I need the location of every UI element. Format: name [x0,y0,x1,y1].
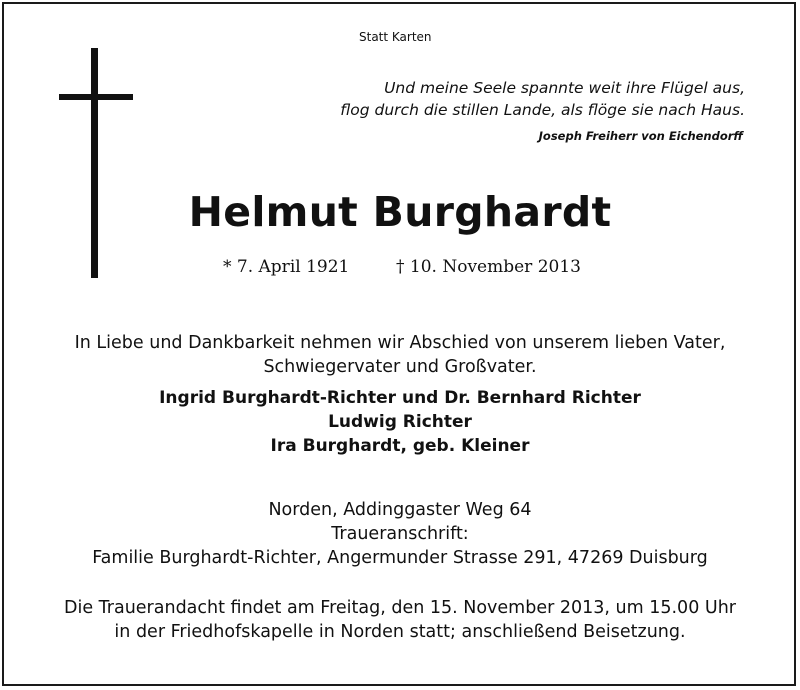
mourner-name: Ludwig Richter [328,412,472,432]
address-line: Norden, Addinggaster Weg 64 [268,500,532,520]
poem-line: flog durch die stillen Lande, als flöge sie nach Haus. [340,101,745,119]
address-block [0,498,800,570]
address-line: Familie Burghardt-Richter, Angermunder Strasse 291, 47269 Duisburg [92,548,708,568]
address-line: Traueranschrift: [331,524,469,544]
cross-icon-bar [59,94,133,100]
deceased-name: Helmut Burghardt [188,188,612,236]
poem-quote [340,77,745,121]
service-line: in der Friedhofskapelle in Norden statt; anschließend Beisetzung. [114,622,686,642]
mourners-list [0,386,800,458]
card-note: Statt Karten [359,30,432,44]
service-info [0,596,800,644]
farewell-line: Schwiegervater und Großvater. [263,357,537,377]
farewell-text [0,331,800,379]
service-line: Die Trauerandacht findet am Freitag, den 15. November 2013, um 15.00 Uhr [64,598,736,618]
farewell-line: In Liebe und Dankbarkeit nehmen wir Abschied von unserem lieben Vater, [74,333,726,353]
mourner-name: Ira Burghardt, geb. Kleiner [270,436,530,456]
poem-author: Joseph Freiherr von Eichendorff [538,129,743,143]
mourner-name: Ingrid Burghardt-Richter und Dr. Bernhard Richter [159,388,641,408]
cross-icon [91,48,98,278]
birth-date: * 7. April 1921 [223,257,350,277]
poem-line: Und meine Seele spannte weit ihre Flügel aus, [384,79,745,97]
death-date: † 10. November 2013 [396,257,581,277]
